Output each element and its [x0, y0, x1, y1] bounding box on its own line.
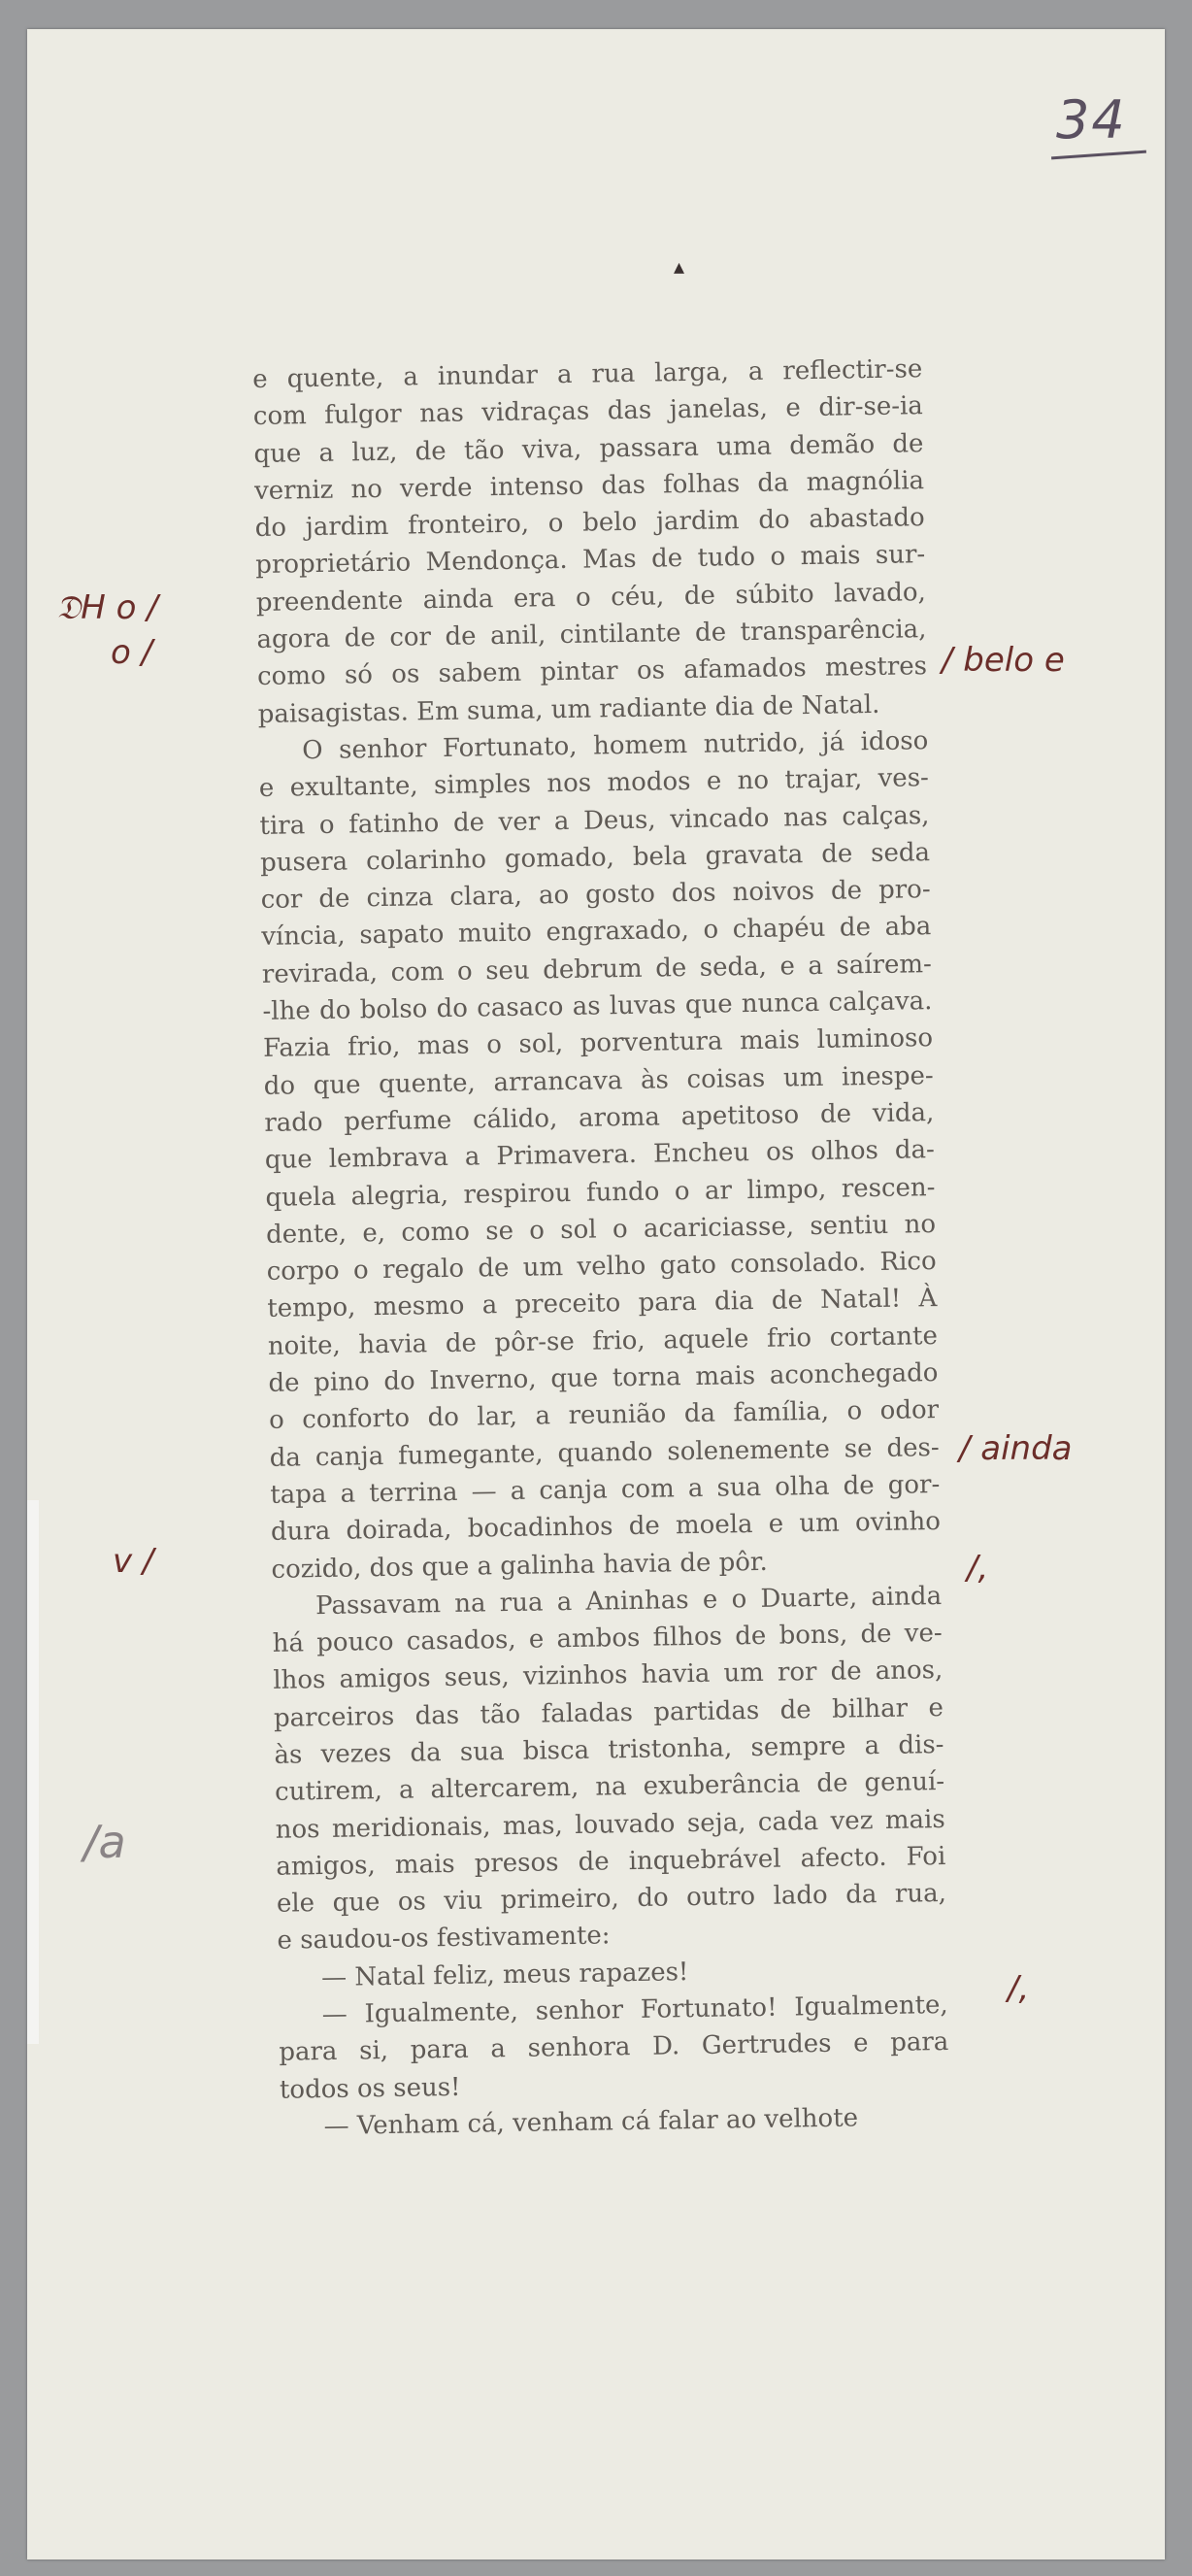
text-line: dura doirada, bocadinhos de moela e um ovinho	[270, 1507, 942, 1548]
text-line: quela alegria, respirou fundo o ar limpo, rescen-	[265, 1172, 936, 1213]
text-line: tempo, mesmo a preceito para dia de Natal! À	[267, 1284, 938, 1324]
text-line: da canja fumegante, quando solenemente se des-	[269, 1432, 940, 1473]
text-line: com fulgor nas vidraças das janelas, e dir-se-ia	[252, 391, 924, 432]
margin-annotation-left-2: o /	[111, 633, 153, 672]
text-line: cutirem, a altercarem, na exuberância de genuí-	[274, 1767, 945, 1808]
text-line: corpo o regalo de um velho gato consolado. Rico	[266, 1247, 937, 1288]
paper-edge-strip	[27, 1500, 39, 2044]
text-line: tira o fatinho de ver a Deus, vincado nas calças,	[259, 800, 930, 841]
text-line: O senhor Fortunato, homem nutrido, já idoso	[302, 726, 929, 766]
text-line: preendente ainda era o céu, de súbito lavado,	[255, 577, 927, 618]
margin-annotation-right-1: / belo e	[942, 641, 1065, 680]
text-line: do jardim fronteiro, o belo jardim do abastado	[254, 503, 925, 544]
text-line: parceiros das tão faladas partidas de bilhar e	[273, 1692, 944, 1733]
text-line: pusera colarinho gomado, bela gravata de seda	[259, 837, 931, 878]
margin-annotation-left-1: 𝔇H o /	[56, 588, 158, 627]
text-line: Fazia frio, mas o sol, porventura mais luminoso	[262, 1023, 934, 1064]
text-line: o conforto do lar, a reunião da família, o odor	[268, 1395, 940, 1436]
text-line: tapa a terrina — a canja com a sua olha de gor-	[270, 1469, 941, 1510]
text-line: — Natal feliz, meus rapazes!	[320, 1957, 689, 1992]
text-line: que lembrava a Primavera. Encheu os olhos da-	[264, 1135, 936, 1176]
text-line: e exultante, simples nos modos e no trajar, ves-	[258, 763, 930, 804]
margin-annotation-right-2: / ainda	[959, 1429, 1073, 1468]
text-line: que a luz, de tão viva, passara uma demão de	[253, 428, 924, 469]
text-line: verniz no verde intenso das folhas da magnólia	[253, 466, 925, 506]
text-line: Passavam na rua a Aninhas e o Duarte, ainda	[315, 1581, 943, 1621]
text-line: todos os seus!	[279, 2072, 461, 2105]
margin-annotation-left-4: /a	[83, 1816, 126, 1868]
text-line: — Igualmente, senhor Fortunato! Igualmente,	[321, 1991, 948, 2030]
margin-annotation-left-3: v /	[113, 1542, 154, 1581]
text-line: paisagistas. Em suma, um radiante dia de Natal.	[257, 689, 880, 729]
text-line: cozido, dos que a galinha havia de pôr.	[271, 1547, 768, 1585]
manuscript-page	[27, 29, 1165, 2559]
page-number: 34	[1056, 89, 1127, 151]
text-line: amigos, mais presos de inquebrável afecto. Foi	[276, 1841, 946, 1882]
typed-text-block	[252, 351, 950, 2146]
text-line: do que quente, arrancava às coisas um inespe-	[263, 1060, 934, 1101]
text-line: revirada, com o seu debrum de seda, e a saírem-	[261, 949, 933, 989]
text-line: e saudou-os festivamente:	[277, 1921, 611, 1957]
text-line: dente, e, como se o sol o acariciasse, sentiu no	[265, 1209, 937, 1250]
text-line: nos meridionais, mas, louvado seja, cada vez mais	[275, 1804, 945, 1845]
text-line: e quente, a inundar a rua larga, a reflectir-se	[252, 354, 923, 394]
text-line: lhos amigos seus, vizinhos havia um ror de anos,	[273, 1656, 944, 1696]
text-line: agora de cor de anil, cintilante de transparência,	[256, 615, 927, 655]
ink-dot-mark: ▴	[674, 255, 685, 280]
text-line: cor de cinza clara, ao gosto dos noivos de pro-	[260, 875, 931, 916]
text-line: rado perfume cálido, aroma apetitoso de vida,	[264, 1098, 935, 1138]
text-line: há pouco casados, e ambos filhos de bons, de ve-	[272, 1619, 943, 1658]
text-line: víncia, sapato muito engraxado, o chapéu de aba	[261, 912, 932, 953]
text-line: de pino do Inverno, que torna mais aconchegado	[268, 1358, 939, 1398]
text-line: às vezes da sua bisca tristonha, sempre a dis-	[274, 1729, 944, 1770]
text-line: proprietário Mendonça. Mas de tudo o mais sur-	[255, 540, 926, 581]
text-line: para si, para a senhora D. Gertrudes e para	[279, 2027, 949, 2068]
text-line: -lhe do bolso do casaco as luvas que nunca calçava.	[262, 987, 933, 1026]
margin-annotation-right-3: /,	[967, 1549, 989, 1588]
page-number-underline	[1051, 151, 1146, 160]
text-line: como só os sabem pintar os afamados mestres	[256, 652, 928, 692]
text-line: noite, havia de pôr-se frio, aquele frio cortante	[267, 1321, 939, 1361]
margin-annotation-right-4: /,	[1008, 1969, 1030, 2008]
text-line: ele que os viu primeiro, do outro lado da rua,	[276, 1879, 947, 1919]
text-line: — Venham cá, venham cá falar ao velhote	[323, 2103, 859, 2142]
